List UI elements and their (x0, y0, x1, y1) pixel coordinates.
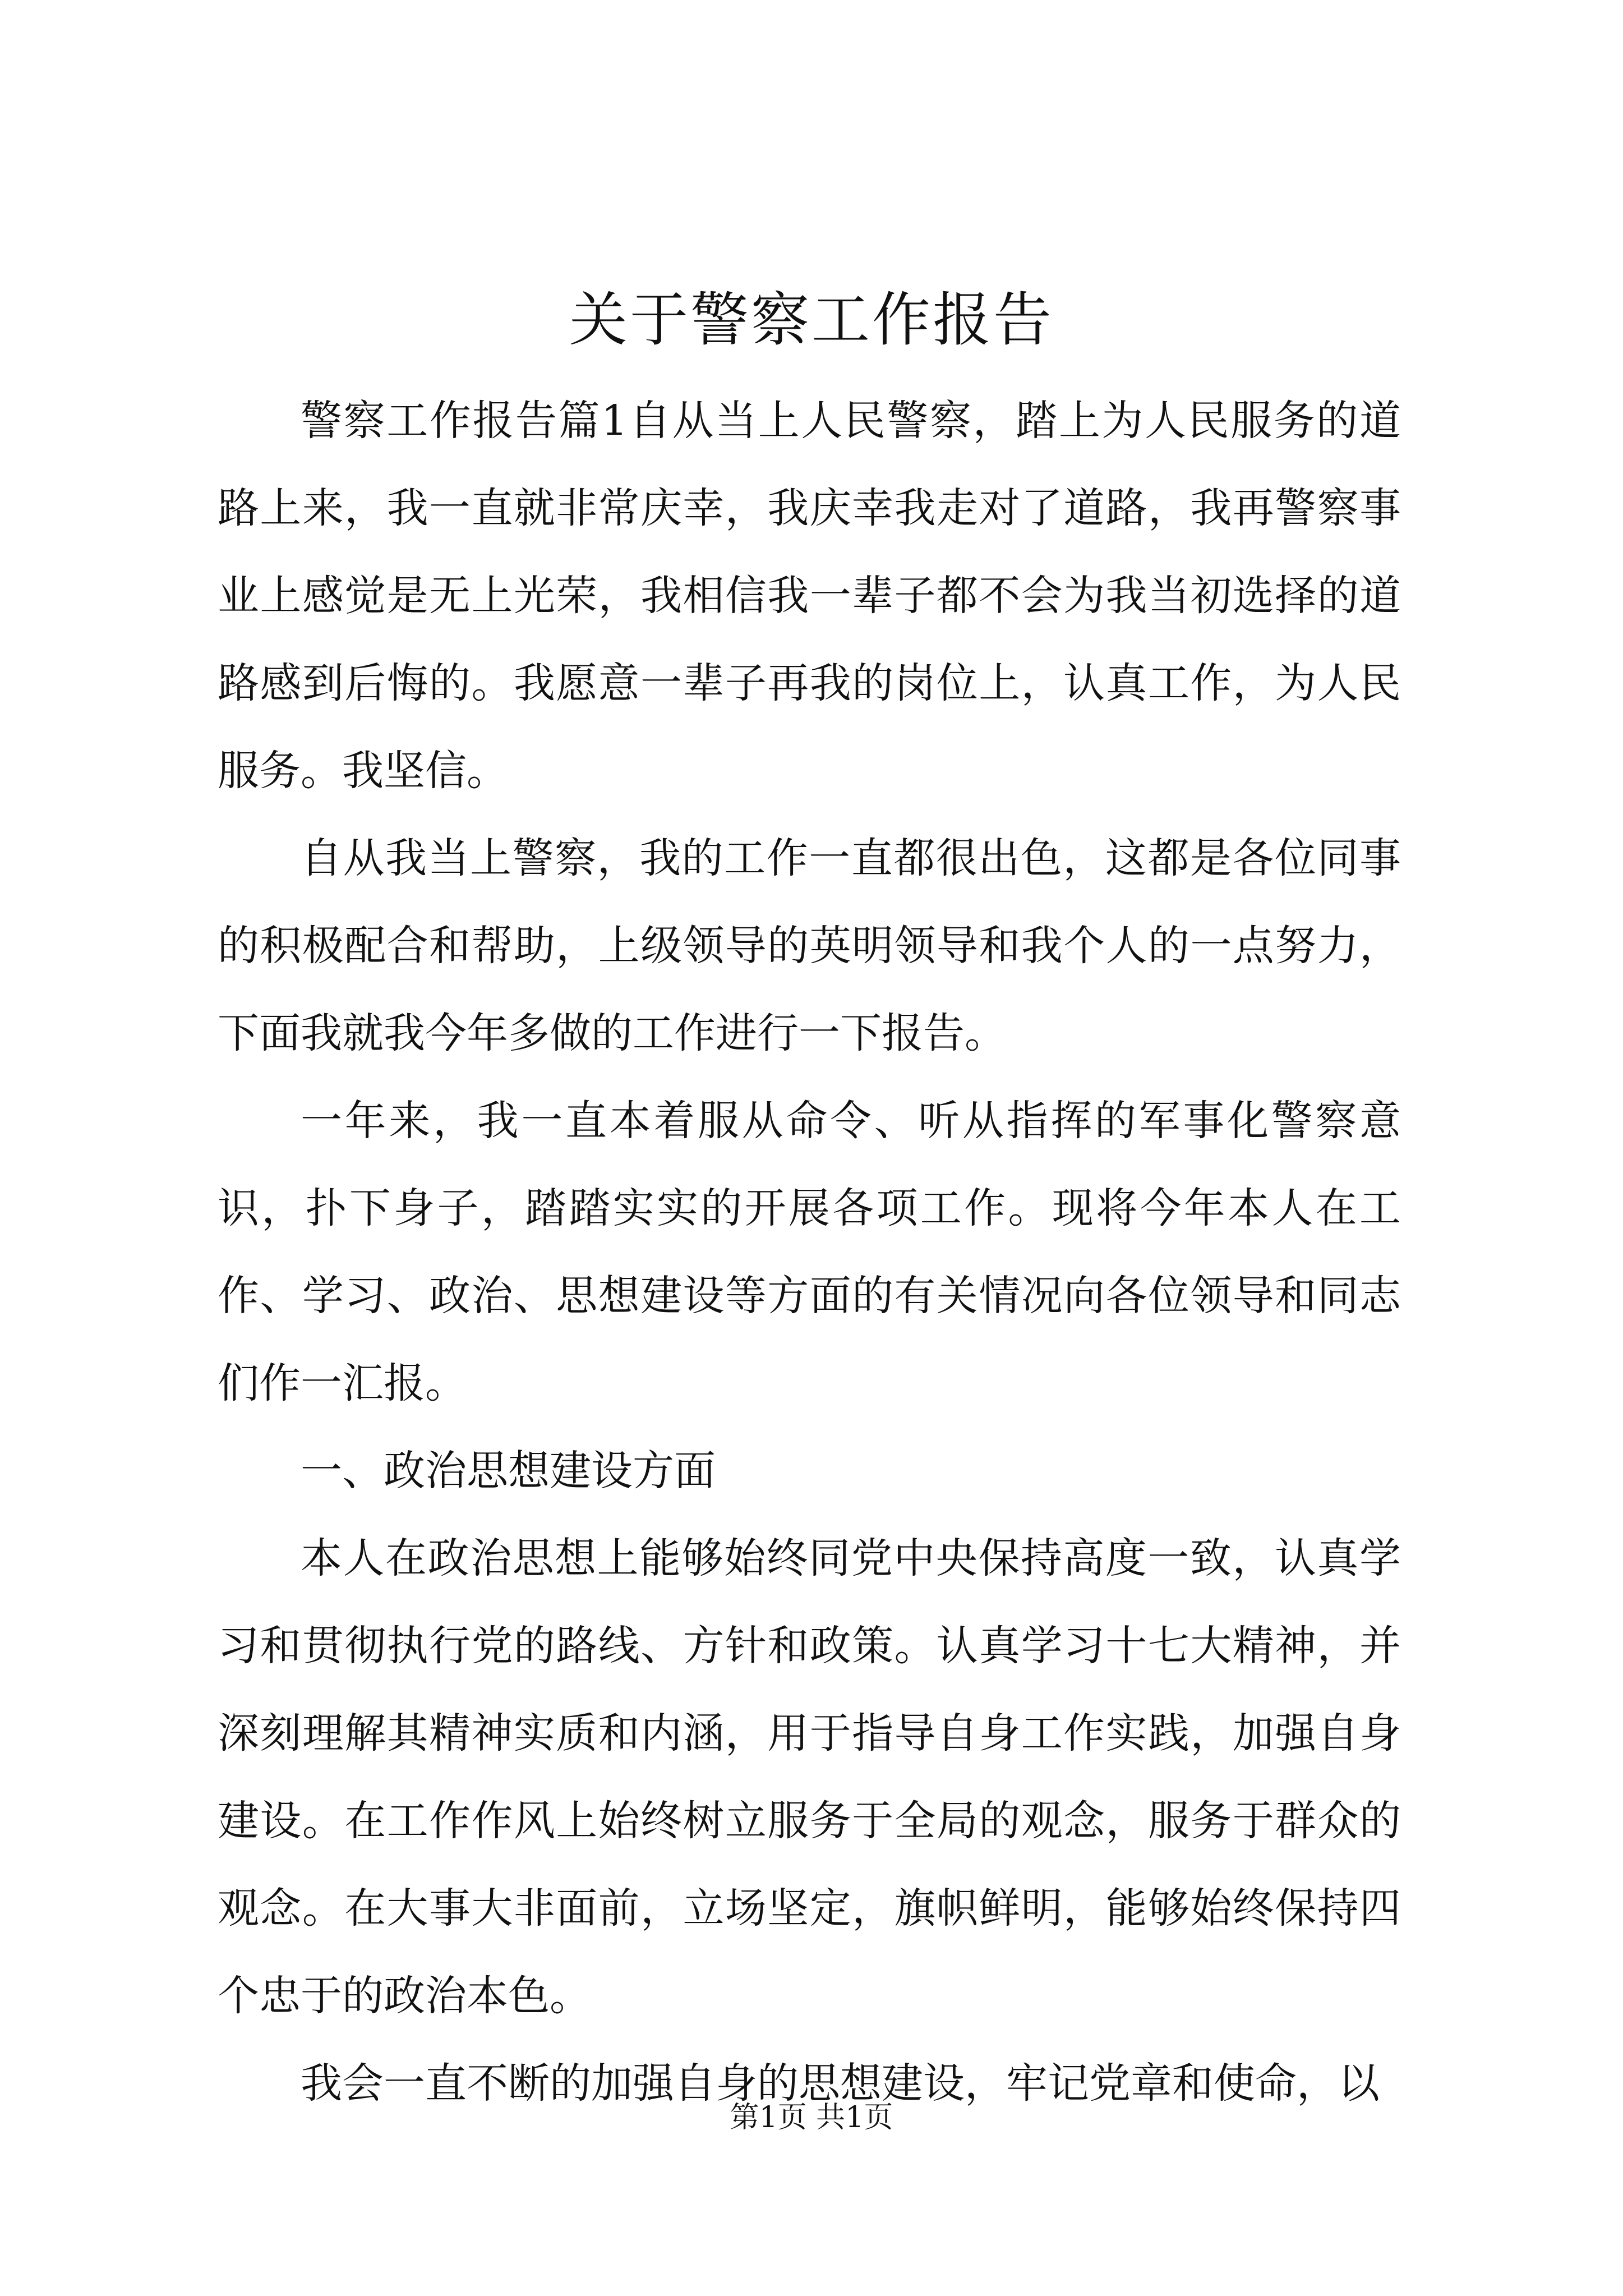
document-title: 关于警察工作报告 (569, 286, 1054, 354)
paragraph-continuation: 我会一直不断的加强自身的思想建设，牢记党章和使命，以 (301, 2059, 1380, 2108)
paragraph-political-thought: 本人在政治思想上能够始终同党中央保持高度一致，认真学习和贯彻执行党的路线、方针和政策。认真学习十七大精神，并深刻理解其精神实质和内涵，用于指导自身工作实践，加强自身建设。在工作作风上始终树立服务于全局的观念，服务于群众的观念。在大事大非面前，立场坚定，旗帜鲜明，能够始终保持四个忠于的政治本色。 (218, 1534, 1401, 2020)
paragraph-year-review: 一年来，我一直本着服从命令、听从指挥的军事化警察意识，扑下身子，踏踏实实的开展各项工作。现将今年本人在工作、学习、政治、思想建设等方面的有关情况向各位领导和同志们作一汇报。 (218, 1097, 1401, 1407)
paragraph-work-summary: 自从我当上警察，我的工作一直都很出色，这都是各位同事的积极配合和帮助，上级领导的英明领导和我个人的一点努力，下面我就我今年多做的工作进行一下报告。 (218, 834, 1401, 1057)
page-footer: 第1页 共1页 (730, 2101, 893, 2134)
section-heading-political: 一、政治思想建设方面 (301, 1447, 716, 1495)
paragraph-intro: 警察工作报告篇1自从当上人民警察，踏上为人民服务的道路上来，我一直就非常庆幸，我庆幸我走对了道路，我再警察事业上感觉是无上光荣，我相信我一辈子都不会为我当初选择的道路感到后悔的。我愿意一辈子再我的岗位上，认真工作，为人民服务。我坚信。 (218, 397, 1401, 795)
document-body (218, 377, 1401, 2127)
